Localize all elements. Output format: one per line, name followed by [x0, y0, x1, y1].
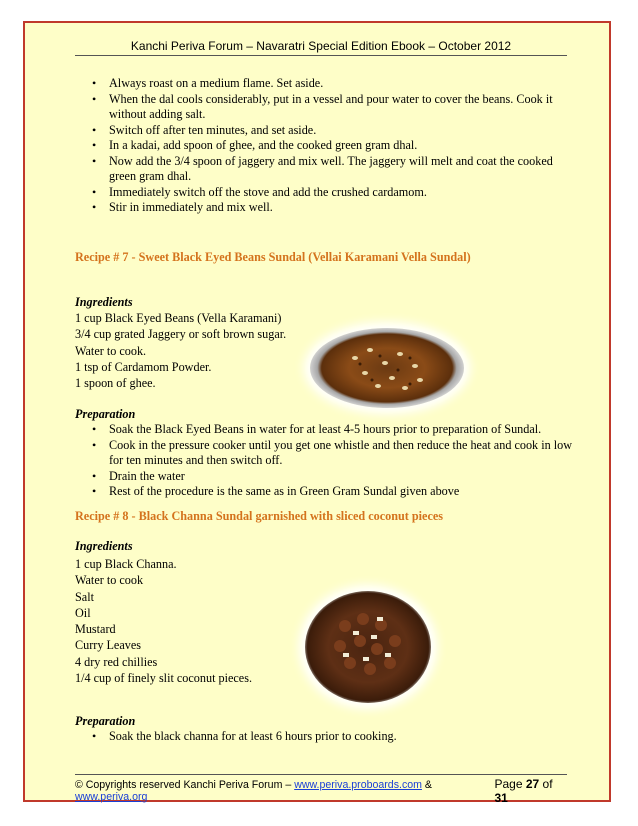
- list-item: • Drain the water: [75, 469, 575, 485]
- recipe7-ingredients-heading: Ingredients: [75, 295, 133, 309]
- recipe8-ingredients-heading: Ingredients: [75, 539, 133, 553]
- list-item: • When the dal cools considerably, put in a vessel and pour water to cover the beans. Cook it without adding salt.: [75, 92, 575, 123]
- ampersand: &: [421, 779, 432, 791]
- list-item: Salt: [75, 589, 94, 604]
- channa-texture-icon: [305, 591, 431, 703]
- page-label: Page: [494, 777, 526, 791]
- list-item: 3/4 cup grated Jaggery or soft brown sugar.: [75, 327, 287, 342]
- recipe8-title: Recipe # 8 - Black Channa Sundal garnished with sliced coconut pieces: [75, 509, 444, 523]
- list-item: • Soak the black channa for at least 6 hours prior to cooking.: [75, 729, 575, 745]
- list-item: 1/4 cup of finely slit coconut pieces.: [75, 671, 253, 686]
- recipe7-preparation-heading: Preparation: [75, 407, 136, 421]
- forum-link[interactable]: www.periva.proboards.com: [294, 779, 422, 791]
- top-steps-list: [75, 76, 575, 216]
- top-steps-block: [75, 76, 575, 216]
- list-item: Mustard: [75, 622, 116, 637]
- recipe7-title: Recipe # 7 - Sweet Black Eyed Beans Sundal (Vellai Karamani Vella Sundal): [75, 250, 471, 264]
- page: [23, 21, 611, 805]
- list-item: • Always roast on a medium flame. Set aside.: [75, 76, 575, 92]
- list-item: 1 cup Black Channa.: [75, 557, 177, 571]
- page-number: [494, 777, 567, 805]
- sundal-photo-black-channa: [305, 591, 431, 703]
- list-item: 4 dry red chillies: [75, 654, 158, 669]
- list-item: • Cook in the pressure cooker until you get one whistle and then reduce the heat and cook in low for ten minutes and then switch off.: [75, 438, 575, 469]
- list-item: Water to cook: [75, 573, 144, 588]
- recipe8-preparation: [75, 713, 575, 745]
- list-item: • Switch off after ten minutes, and set aside.: [75, 123, 575, 139]
- page-header: Kanchi Periva Forum – Navaratri Special Edition Ebook – October 2012: [75, 39, 567, 56]
- list-item: 1 tsp of Cardamom Powder.: [75, 359, 212, 374]
- list-item: Oil: [75, 605, 91, 620]
- copyright-label: © Copyrights reserved Kanchi Periva Forum –: [75, 779, 295, 791]
- list-item: Water to cook.: [75, 343, 147, 358]
- sundal-photo-black-eyed-beans: [310, 328, 464, 408]
- list-item: Curry Leaves: [75, 638, 141, 653]
- recipe7-steps-list: [75, 422, 575, 500]
- recipe7-preparation: [75, 406, 575, 500]
- page-footer: [75, 774, 567, 805]
- list-item: • In a kadai, add spoon of ghee, and the cooked green gram dhal.: [75, 138, 575, 154]
- current-page: 27: [525, 777, 540, 791]
- list-item: • Rest of the procedure is the same as in Green Gram Sundal given above: [75, 484, 575, 500]
- list-item: 1 cup Black Eyed Beans (Vella Karamani): [75, 311, 282, 325]
- of-label: of: [539, 777, 553, 791]
- list-item: • Soak the Black Eyed Beans in water for at least 4-5 hours prior to preparation of Sundal.: [75, 422, 575, 438]
- recipe8-preparation-heading: Preparation: [75, 714, 136, 728]
- total-pages: 31: [494, 791, 508, 805]
- list-item: • Immediately switch off the stove and add the crushed cardamom.: [75, 185, 575, 201]
- recipe8-steps-list: [75, 729, 575, 745]
- list-item: • Stir in immediately and mix well.: [75, 200, 575, 216]
- copyright-text: [75, 779, 494, 803]
- list-item: • Now add the 3/4 spoon of jaggery and mix well. The jaggery will melt and coat the cooked green gram dhal.: [75, 154, 575, 185]
- list-item: 1 spoon of ghee.: [75, 376, 156, 391]
- beans-texture-icon: [310, 328, 464, 408]
- website-link[interactable]: www.periva.org: [75, 791, 148, 803]
